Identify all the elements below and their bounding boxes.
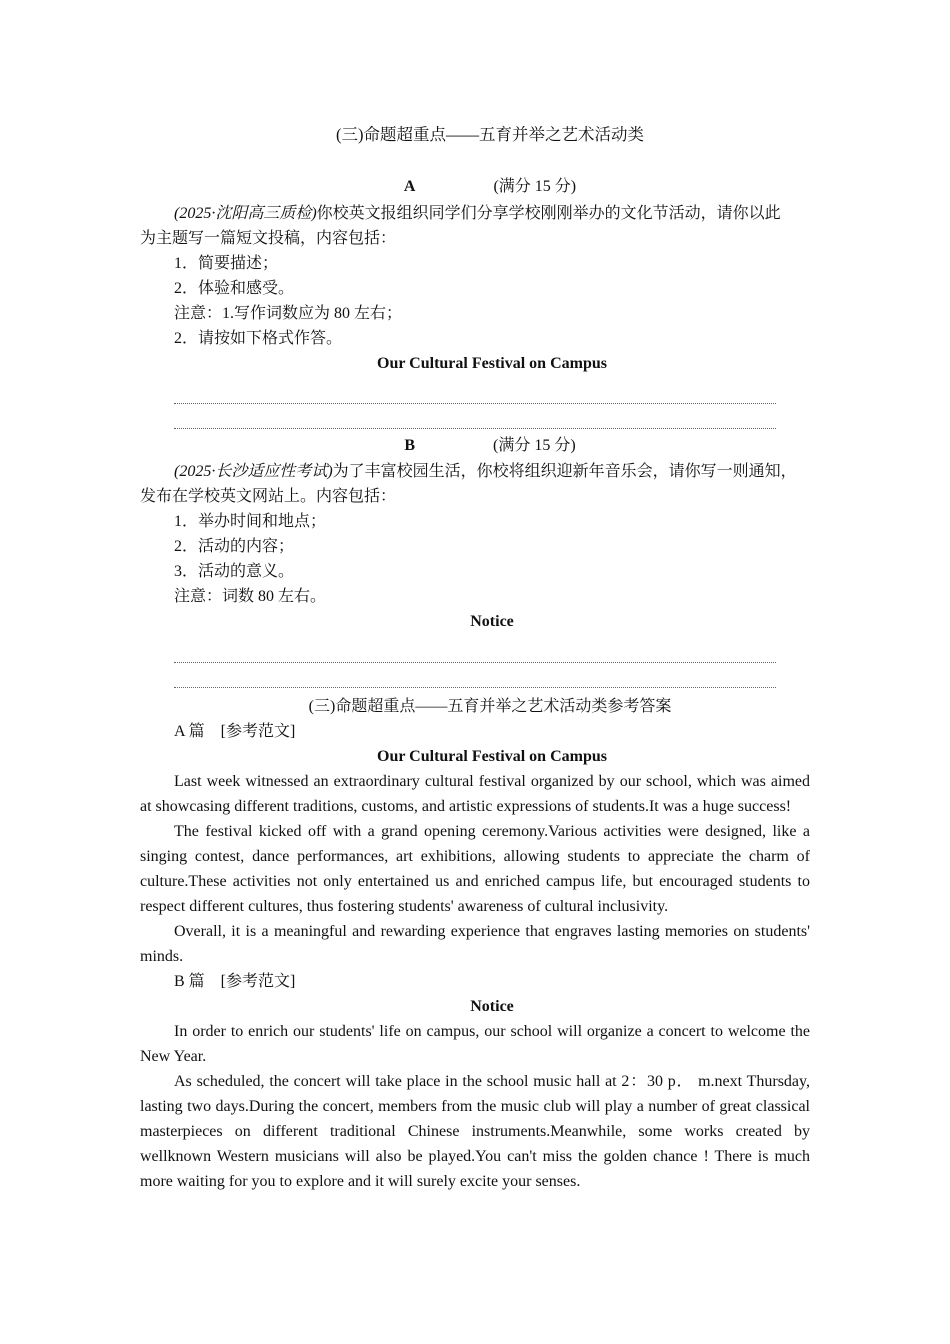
- part-a-note-2: 2．请按如下格式作答。: [174, 330, 343, 347]
- part-a-score: (满分 15 分): [493, 178, 577, 195]
- part-a-prompt-1: 你校英文报组织同学们分享学校刚刚举办的文化节活动，请你以此: [316, 205, 781, 222]
- answer-line-b-1: [174, 662, 776, 663]
- answer-line-a-1: [174, 403, 776, 404]
- part-a-heading: Our Cultural Festival on Campus: [377, 355, 607, 372]
- part-b-label: B: [404, 437, 415, 454]
- answer-b-label: B 篇 [参考范文]: [174, 973, 296, 990]
- part-b-item-3: 3．活动的意义。: [174, 563, 295, 580]
- part-b-prompt-line-1: [140, 459, 820, 484]
- part-b-prompt-1: 为了丰富校园生活，你校将组织迎新年音乐会，请你写一则通知，: [332, 463, 797, 480]
- answer-a-heading: Our Cultural Festival on Campus: [377, 748, 607, 765]
- part-a-prompt-2: 为主题写一篇短文投稿，内容包括：: [140, 230, 397, 247]
- answer-b-heading: Notice: [470, 998, 514, 1015]
- part-b-prompt-2: 发布在学校英文网站上。内容包括：: [140, 488, 397, 505]
- answer-a-paragraph-2: The festival kicked off with a grand opening ceremony.Various activities were designed, like a singing contest, dance performances, art exhibitions, allowing students to appreciate the charm of culture.These activities not only entertained us and enriched campus life, but encouraged students to respect different cultures, thus fostering students' awareness of cultural inclusivity.: [140, 823, 810, 915]
- answers-title: (三)命题超重点——五育并举之艺术活动类参考答案: [308, 698, 672, 715]
- part-a-prompt-line-1: [140, 201, 820, 226]
- part-a-header: [140, 174, 840, 199]
- part-b-item-1: 1．举办时间和地点；: [174, 513, 327, 530]
- page-title: (三)命题超重点——五育并举之艺术活动类: [336, 125, 644, 144]
- part-b-item-2: 2．活动的内容；: [174, 538, 295, 555]
- part-a-source: (2025·沈阳高三质检): [174, 205, 317, 222]
- answer-line-b-2: [174, 687, 776, 688]
- part-b-score: (满分 15 分): [493, 437, 576, 454]
- part-a-label: A: [403, 178, 416, 195]
- part-a-note-1: 注意：1.写作词数应为 80 左右；: [174, 305, 403, 322]
- part-b-header: [140, 433, 840, 458]
- part-b-note: 注意：词数 80 左右。: [174, 588, 327, 605]
- part-b-source: (2025·长沙适应性考试): [174, 463, 333, 480]
- part-a-item-1: 1．简要描述；: [174, 255, 279, 272]
- answer-b-paragraph-1: In order to enrich our students' life on campus, our school will organize a concert to welcome the New Year.: [140, 1023, 810, 1065]
- part-a-item-2: 2．体验和感受。: [174, 280, 295, 297]
- answer-a-paragraph-3: Overall, it is a meaningful and rewarding experience that engraves lasting memories on students' minds.: [140, 923, 810, 965]
- part-b-heading: Notice: [470, 613, 514, 630]
- answer-line-a-2: [174, 428, 776, 429]
- answer-a-label: A 篇 [参考范文]: [174, 723, 296, 740]
- answer-a-paragraph-1: Last week witnessed an extraordinary cultural festival organized by our school, which was aimed at showcasing different traditions, customs, and artistic expressions of students.It was a huge success!: [140, 773, 810, 815]
- answer-b-paragraph-2: As scheduled, the concert will take place in the school music hall at 2：30 p． m.next Thursday, lasting two days.During the concert, members from the music club will play a number of great classical masterpieces on different traditional Chinese instruments.Meanwhile, some works created by wellknown Western musicians will also be played.You can't miss the golden chance ! There is much more waiting for you to explore and it will surely excite your senses.: [140, 1073, 810, 1190]
